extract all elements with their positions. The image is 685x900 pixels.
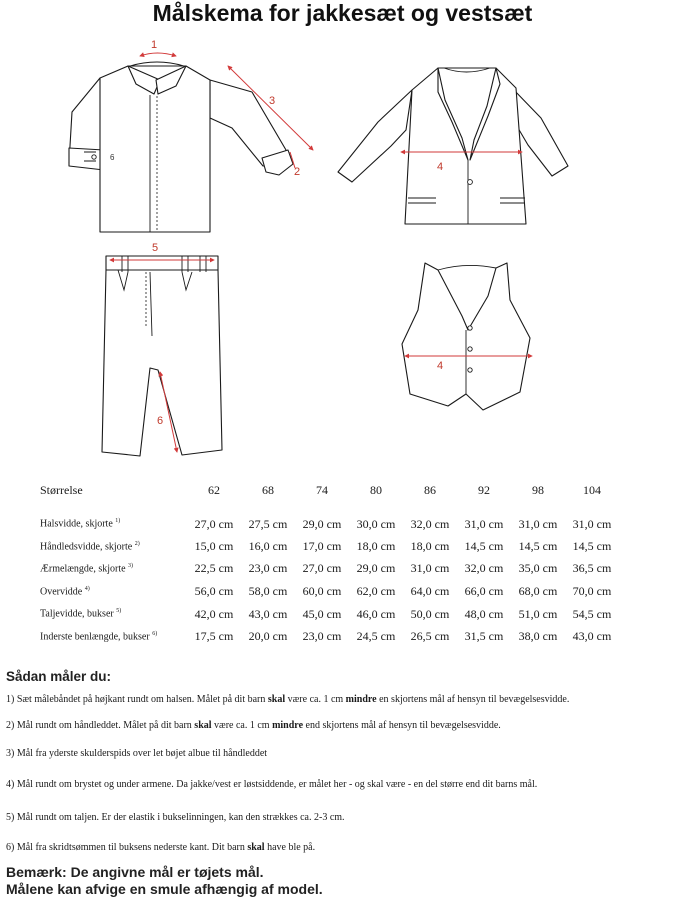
table-cell: 60,0 cm (302, 583, 342, 598)
table-cell: 50,0 cm (410, 606, 450, 621)
size-header: 98 (532, 482, 544, 497)
instruction-step-5: 5) Mål rundt om taljen. Er der elastik i bukselinningen, kan den strækkes ca. 2-3 cm. (6, 812, 345, 823)
step-emphasis: skal (194, 720, 212, 731)
table-cell: 24,5 cm (356, 629, 396, 644)
table-cell: 46,0 cm (356, 606, 396, 621)
size-header: 80 (370, 482, 382, 497)
row-label-text: Overvidde (40, 586, 83, 598)
table-cell: 31,0 cm (464, 516, 504, 531)
size-table (40, 481, 619, 648)
table-cell: 43,0 cm (572, 629, 612, 644)
table-cell: 14,5 cm (572, 538, 612, 553)
step-text: være ca. 1 cm (211, 720, 273, 731)
table-cell: 36,5 cm (572, 561, 612, 576)
label-2: 2 (294, 166, 301, 178)
table-cell: 15,0 cm (194, 538, 234, 553)
table-cell: 62,0 cm (356, 583, 396, 598)
step-text: 2) Mål rundt om håndleddet. Målet på dit barn (6, 720, 195, 731)
table-row (40, 603, 619, 626)
step-text: have ble på. (264, 842, 316, 853)
table-row (40, 499, 619, 535)
table-cell: 26,5 cm (410, 629, 450, 644)
row-label (40, 535, 187, 558)
size-header: 68 (262, 482, 274, 497)
step-text: en skjortens mål af hensyn til bevægelsesvidde. (376, 694, 570, 705)
step-text: 6) Mål fra skridtsømmen til buksens nederste kant. Dit barn (6, 842, 248, 853)
footnote-ref: 6) (152, 631, 158, 637)
table-cell: 56,0 cm (194, 583, 234, 598)
table-row (40, 558, 619, 581)
label-6: 6 (157, 415, 164, 427)
note-line-2: Målene kan afvige en smule afhængig af model. (6, 881, 323, 897)
instruction-step-6 (6, 842, 315, 853)
table-cell: 29,0 cm (356, 561, 396, 576)
table-cell: 31,0 cm (410, 561, 450, 576)
table-cell: 27,0 cm (194, 516, 234, 531)
table-cell: 35,0 cm (518, 561, 558, 576)
row-label-text: Halsvidde, skjorte (40, 518, 113, 530)
instruction-step-4: 4) Mål rundt om brystet og under armene. Da jakke/vest er løstsiddende, er målet her - og skal være - en del større end dit barns mål. (6, 779, 538, 790)
row-label (40, 499, 187, 535)
table-cell: 20,0 cm (248, 629, 288, 644)
row-label (40, 603, 187, 626)
howto-heading: Sådan måler du: (6, 669, 112, 684)
table-header-row (40, 481, 619, 499)
footnote-ref: 5) (116, 608, 122, 615)
table-cell: 31,5 cm (464, 629, 504, 644)
table-row (40, 535, 619, 558)
size-header: 62 (208, 482, 220, 497)
size-header: 92 (478, 482, 490, 497)
table-cell: 17,0 cm (302, 538, 342, 553)
table-row (40, 625, 619, 648)
step-text: 1) Sæt målebåndet på højkant rundt om halsen. Målet på dit barn (6, 694, 268, 705)
table-cell: 14,5 cm (518, 538, 558, 553)
table-cell: 22,5 cm (194, 561, 234, 576)
row-label (40, 580, 187, 603)
label-5: 5 (152, 242, 159, 254)
footnote-ref: 3) (128, 563, 134, 570)
step-emphasis: skal (267, 694, 286, 705)
table-cell: 14,5 cm (464, 538, 504, 553)
row-label-text: Taljevidde, bukser (40, 608, 114, 620)
table-row (40, 580, 619, 603)
table-cell: 23,0 cm (248, 561, 288, 576)
table-cell: 31,0 cm (518, 516, 558, 531)
step-emphasis: mindre (345, 694, 377, 705)
page-title: Målskema for jakkesæt og vestsæt (152, 0, 533, 26)
table-cell: 70,0 cm (572, 583, 612, 598)
row-label-text: Håndledsvidde, skjorte (40, 540, 133, 552)
step-text: være ca. 1 cm (285, 694, 346, 705)
table-cell: 27,5 cm (248, 516, 288, 531)
table-cell: 51,0 cm (518, 606, 558, 621)
footnote-ref: 1) (115, 518, 121, 525)
step-emphasis: skal (247, 842, 265, 853)
table-cell: 17,5 cm (194, 629, 234, 644)
table-cell: 38,0 cm (518, 629, 558, 644)
table-cell: 54,5 cm (572, 606, 612, 621)
row-label-text: Inderste benlængde, bukser (40, 631, 150, 643)
table-cell: 30,0 cm (356, 516, 396, 531)
label-1: 1 (151, 39, 158, 51)
instruction-step-3: 3) Mål fra yderste skulderspids over let bøjet albue til håndleddet (6, 748, 268, 759)
footnote-ref: 2) (134, 540, 140, 547)
step-text: end skjortens mål af hensyn til bevægelsesvidde. (303, 720, 501, 731)
table-cell: 66,0 cm (464, 583, 504, 598)
size-header-label: Størrelse (40, 482, 83, 497)
table-cell: 32,0 cm (410, 516, 450, 531)
label-3: 3 (269, 95, 276, 107)
step-emphasis: mindre (272, 720, 304, 731)
table-cell: 23,0 cm (302, 629, 342, 644)
table-cell: 31,0 cm (572, 516, 612, 531)
instruction-step-2 (6, 720, 501, 731)
size-header: 86 (424, 482, 436, 497)
table-cell: 32,0 cm (464, 561, 504, 576)
table-cell: 64,0 cm (410, 583, 450, 598)
instruction-step-1 (6, 694, 569, 705)
table-cell: 43,0 cm (248, 606, 288, 621)
shirt-diagram (69, 62, 293, 232)
table-cell: 68,0 cm (518, 583, 558, 598)
table-cell: 58,0 cm (248, 583, 288, 598)
note-line-1: Bemærk: De angivne mål er tøjets mål. (6, 864, 264, 880)
vest-diagram (402, 263, 530, 410)
table-cell: 16,0 cm (248, 538, 288, 553)
jacket-diagram (338, 68, 568, 224)
table-cell: 45,0 cm (302, 606, 342, 621)
table-cell: 48,0 cm (464, 606, 504, 621)
row-label-text: Ærmelængde, skjorte (40, 563, 126, 575)
table-cell: 29,0 cm (302, 516, 342, 531)
size-header: 74 (316, 482, 328, 497)
row-label (40, 625, 187, 648)
label-4-jacket: 4 (437, 161, 444, 173)
label-4-vest: 4 (437, 360, 444, 372)
size-header: 104 (583, 482, 601, 497)
table-cell: 27,0 cm (302, 561, 342, 576)
row-label (40, 558, 187, 581)
table-cell: 18,0 cm (410, 538, 450, 553)
footnote-ref: 4) (84, 585, 90, 592)
table-cell: 42,0 cm (194, 606, 234, 621)
table-cell: 18,0 cm (356, 538, 396, 553)
cuff-label: 6 (110, 153, 115, 162)
